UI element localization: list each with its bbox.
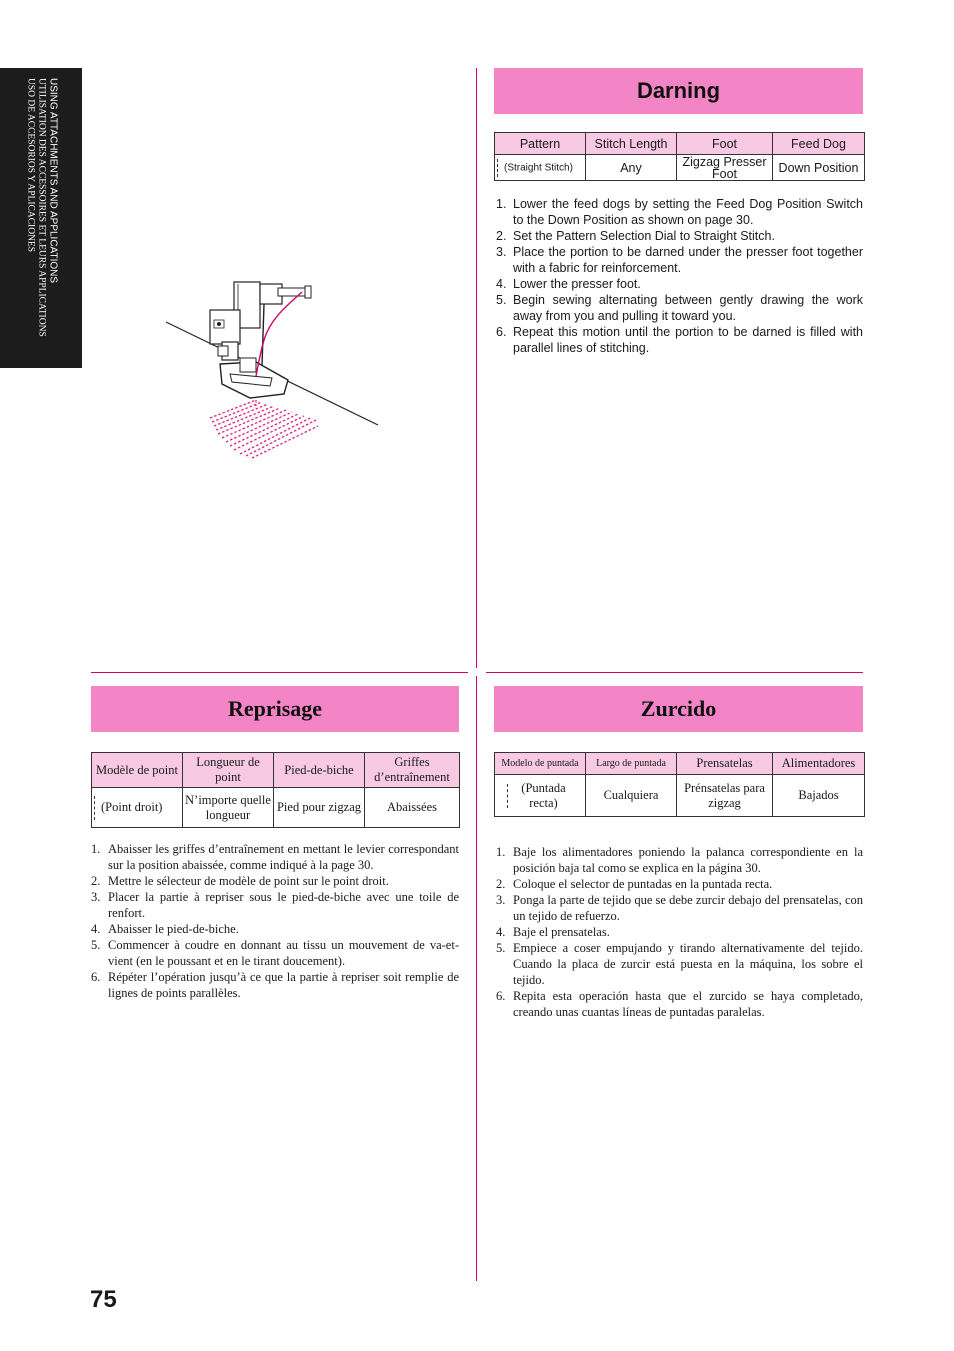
reprisage-banner	[91, 686, 459, 732]
zurcido-step: 3. Ponga la parte de tejido que se debe zurcir debajo del prensatelas, con un tejido de refuerzo.	[496, 893, 863, 923]
darning-header-pattern: Pattern	[495, 133, 586, 155]
straight-stitch-icon	[507, 784, 508, 808]
zurcido-banner	[494, 686, 863, 732]
darning-title: Darning	[636, 78, 721, 103]
zurcido-step: 5. Empiece a coser empujando y tirando alternativamente del tejido. Cuando la placa de zurcir está puesta en la máquina, los sobre el tejido.	[496, 941, 863, 987]
column-divider-top	[476, 68, 477, 668]
darning-banner	[494, 68, 863, 114]
side-tab-line-es: USO DE ACCESORIOS Y APLICACIONES	[25, 78, 36, 253]
reprisage-cell-stitch-length: N’importe quelle longueur	[183, 788, 274, 828]
reprisage-cell-feed-dog: Abaissées	[365, 788, 460, 828]
darning-header-feed-dog: Feed Dog	[773, 133, 865, 155]
zurcido-step: 2. Coloque el selector de puntadas en la puntada recta.	[496, 877, 773, 891]
darning-table	[494, 132, 865, 181]
reprisage-header-stitch-length: Longueur de point	[183, 753, 274, 788]
darning-illustration	[160, 280, 390, 460]
zurcido-steps	[496, 844, 863, 1020]
darning-cell-foot: Zigzag Presser Foot	[677, 155, 773, 181]
zurcido-header-pattern: Modelo de puntada	[495, 753, 586, 775]
reprisage-step: 3. Placer la partie à repriser sous le pied-de-biche avec une toile de renfort.	[91, 890, 459, 920]
needle	[262, 304, 264, 366]
reprisage-step: 5. Commencer à coudre en donnant au tissu un mouvement de va-et-vient (en le poussant et en le tirant doucement).	[91, 938, 459, 968]
zurcido-cell-stitch-length: Cualquiera	[586, 775, 677, 817]
darning-step: 5. Begin sewing alternating between gently drawing the work away from you and pulling it toward you.	[496, 293, 863, 323]
side-tab-text	[24, 78, 59, 358]
zurcido-header-feed-dog: Alimentadores	[773, 753, 865, 775]
darning-header-stitch-length: Stitch Length	[586, 133, 677, 155]
column-divider-bottom	[476, 676, 477, 1281]
reprisage-cell-pattern: (Point droit)	[92, 788, 183, 828]
zurcido-title: Zurcido	[640, 696, 717, 721]
reprisage-header-feed-dog: Griffes d’entraînement	[365, 753, 460, 788]
reprisage-steps	[91, 841, 459, 1001]
zurcido-header-foot: Prensatelas	[677, 753, 773, 775]
reprisage-step: 6. Répéter l’opération jusqu’à ce que la partie à repriser soit remplie de lignes de points parallèles.	[91, 970, 459, 1000]
side-tab-line-en: USING ATTACHMENTS AND APPLICATIONS	[47, 78, 59, 284]
zurcido-header-stitch-length: Largo de puntada	[586, 753, 677, 775]
side-tab	[0, 68, 82, 368]
page-number: 75	[90, 1286, 117, 1313]
darning-steps	[496, 196, 863, 356]
zurcido-cell-foot: Prénsatelas para zigzag	[677, 775, 773, 817]
reprisage-header-pattern: Modèle de point	[92, 753, 183, 788]
darning-step: 2. Set the Pattern Selection Dial to Straight Stitch.	[496, 229, 775, 243]
side-tab-line-fr: UTILISATION DES ACCESSOIRES ET LEURS APPLICATIONS	[36, 78, 47, 337]
section-rule-left	[91, 672, 468, 673]
reprisage-cell-foot: Pied pour zigzag	[274, 788, 365, 828]
darning-cell-pattern: (Straight Stitch)	[495, 155, 586, 181]
darning-cell-feed-dog: Down Position	[773, 155, 865, 181]
reprisage-table	[91, 752, 460, 828]
reprisage-step: 4. Abaisser le pied-de-biche.	[91, 922, 239, 936]
section-rule-right	[486, 672, 863, 673]
darning-step: 6. Repeat this motion until the portion to be darned is filled with parallel lines of stitching.	[496, 325, 863, 355]
darning-step: 1. Lower the feed dogs by setting the Feed Dog Position Switch to the Down Position as shown on page 30.	[496, 197, 863, 227]
darning-step: 3. Place the portion to be darned under the presser foot together with a fabric for reinforcement.	[496, 245, 863, 275]
zurcido-table	[494, 752, 865, 817]
darning-header-foot: Foot	[677, 133, 773, 155]
zurcido-cell-feed-dog: Bajados	[773, 775, 865, 817]
reprisage-title: Reprisage	[227, 696, 323, 721]
zurcido-step: 4. Baje el prensatelas.	[496, 925, 610, 939]
straight-stitch-icon	[497, 159, 498, 177]
darning-cell-stitch-length: Any	[586, 155, 677, 181]
zurcido-step: 1. Baje los alimentadores poniendo la palanca correspondiente en la posición baja tal como se explica en la página 30.	[496, 845, 863, 875]
darning-stitches	[210, 400, 318, 458]
reprisage-header-foot: Pied-de-biche	[274, 753, 365, 788]
darning-step: 4. Lower the presser foot.	[496, 277, 641, 291]
zurcido-step: 6. Repita esta operación hasta que el zurcido se haya completado, creando unas cuantas líneas de puntadas paralelas.	[496, 989, 863, 1019]
zurcido-cell-pattern: (Puntada recta)	[495, 775, 586, 817]
straight-stitch-icon	[94, 796, 95, 820]
reprisage-step: 2. Mettre le sélecteur de modèle de point sur le point droit.	[91, 874, 389, 888]
reprisage-step: 1. Abaisser les griffes d’entraînement en mettant le levier correspondant sur la position abaissée, comme indiqué à la page 30.	[91, 842, 459, 872]
